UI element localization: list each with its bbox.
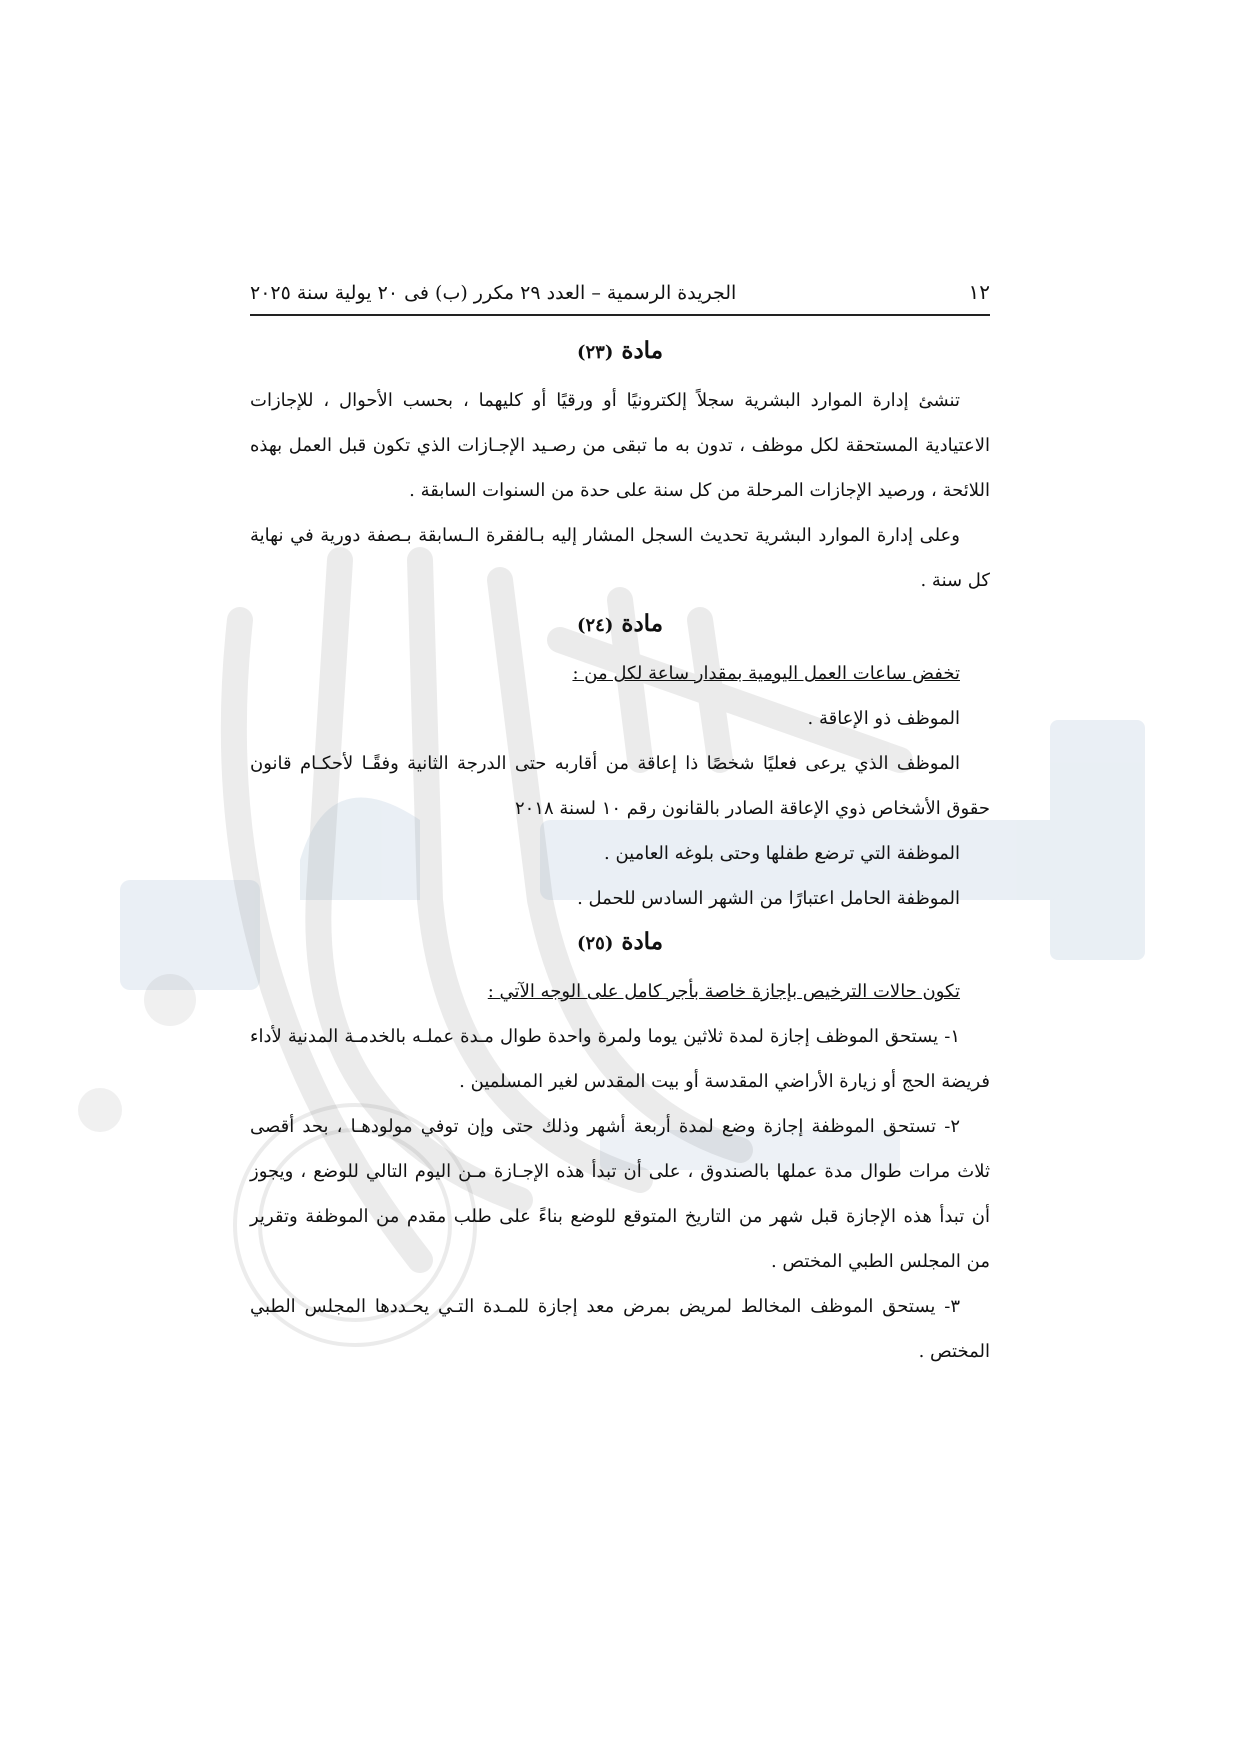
page-header [250,280,990,316]
article-25 [250,921,990,1374]
gazette-title: الجريدة الرسمية – العدد ٢٩ مكرر (ب) فى ٢٠ يولية سنة ٢٠٢٥ [250,282,737,304]
article-paragraph: وعلى إدارة الموارد البشرية تحديث السجل المشار إليه بـالفقرة الـسابقة بـصفة دورية في نهاية كل سنة . [250,525,990,591]
article-label: مادة [621,610,664,637]
article-label: مادة [621,337,664,364]
article-number: (٢٣) [576,342,614,363]
article-heading [250,921,990,965]
article-heading [250,603,990,647]
article-number: (٢٥) [576,933,614,954]
article-24 [250,603,990,921]
list-item: ٣- يستحق الموظف المخالط لمريض بمرض معد إجازة للمـدة التـي يحـددها المجلس الطبي المختص . [250,1296,990,1362]
article-23 [250,330,990,603]
article-paragraph: تنشئ إدارة الموارد البشرية سجلاً إلكترونيًا أو ورقيًا أو كليهما ، بحسب الأحوال ، للإجازات الاعتيادية المستحقة لكل موظف ، تدون به ما تبقى من رصـيد الإجـازات الذي تكون قبل العمل بهذه اللائحة ، ورصيد الإجازات المرحلة من كل سنة على حدة من السنوات السابقة . [250,390,990,501]
document-page [250,280,990,1374]
article-label: مادة [621,928,664,955]
list-item: ١- يستحق الموظف إجازة لمدة ثلاثين يوما ولمرة واحدة طوال مـدة عملـه بالخدمـة المدنية لأداء فريضة الحج أو زيارة الأراضي المقدسة أو بيت المقدس لغير المسلمين . [250,1026,990,1092]
list-item: الموظف ذو الإعاقة . [807,708,960,729]
list-item: الموظفة الحامل اعتبارًا من الشهر السادس للحمل . [577,888,960,909]
article-number: (٢٤) [576,615,614,636]
list-item: الموظف الذي يرعى فعليًا شخصًا ذا إعاقة من أقاربه حتى الدرجة الثانية وفقًـا لأحكـام قانون حقوق الأشخاص ذوي الإعاقة الصادر بالقانون رقم ١٠ لسنة ٢٠١٨ [250,753,990,819]
page-number: ١٢ [968,280,990,304]
article-heading [250,330,990,374]
list-item: الموظفة التي ترضع طفلها وحتى بلوغه العامين . [604,843,960,864]
list-item: ٢- تستحق الموظفة إجازة وضع لمدة أربعة أشهر وذلك حتى وإن توفي مولودهـا ، بحد أقصى ثلاث مرات طوال مدة عملها بالصندوق ، على أن تبدأ هذه الإجـازة مـن اليوم التالي للوضع ، ويجوز أن تبدأ هذه الإجازة قبل شهر من التاريخ المتوقع للوضع بناءً على طلب مقدم من الموظفة وتقرير من المجلس الطبي المختص . [250,1116,990,1272]
article-lead: تكون حالات الترخيص بإجازة خاصة بأجر كامل على الوجه الآتي : [487,981,960,1002]
article-lead: تخفض ساعات العمل اليومية بمقدار ساعة لكل من : [572,663,960,684]
